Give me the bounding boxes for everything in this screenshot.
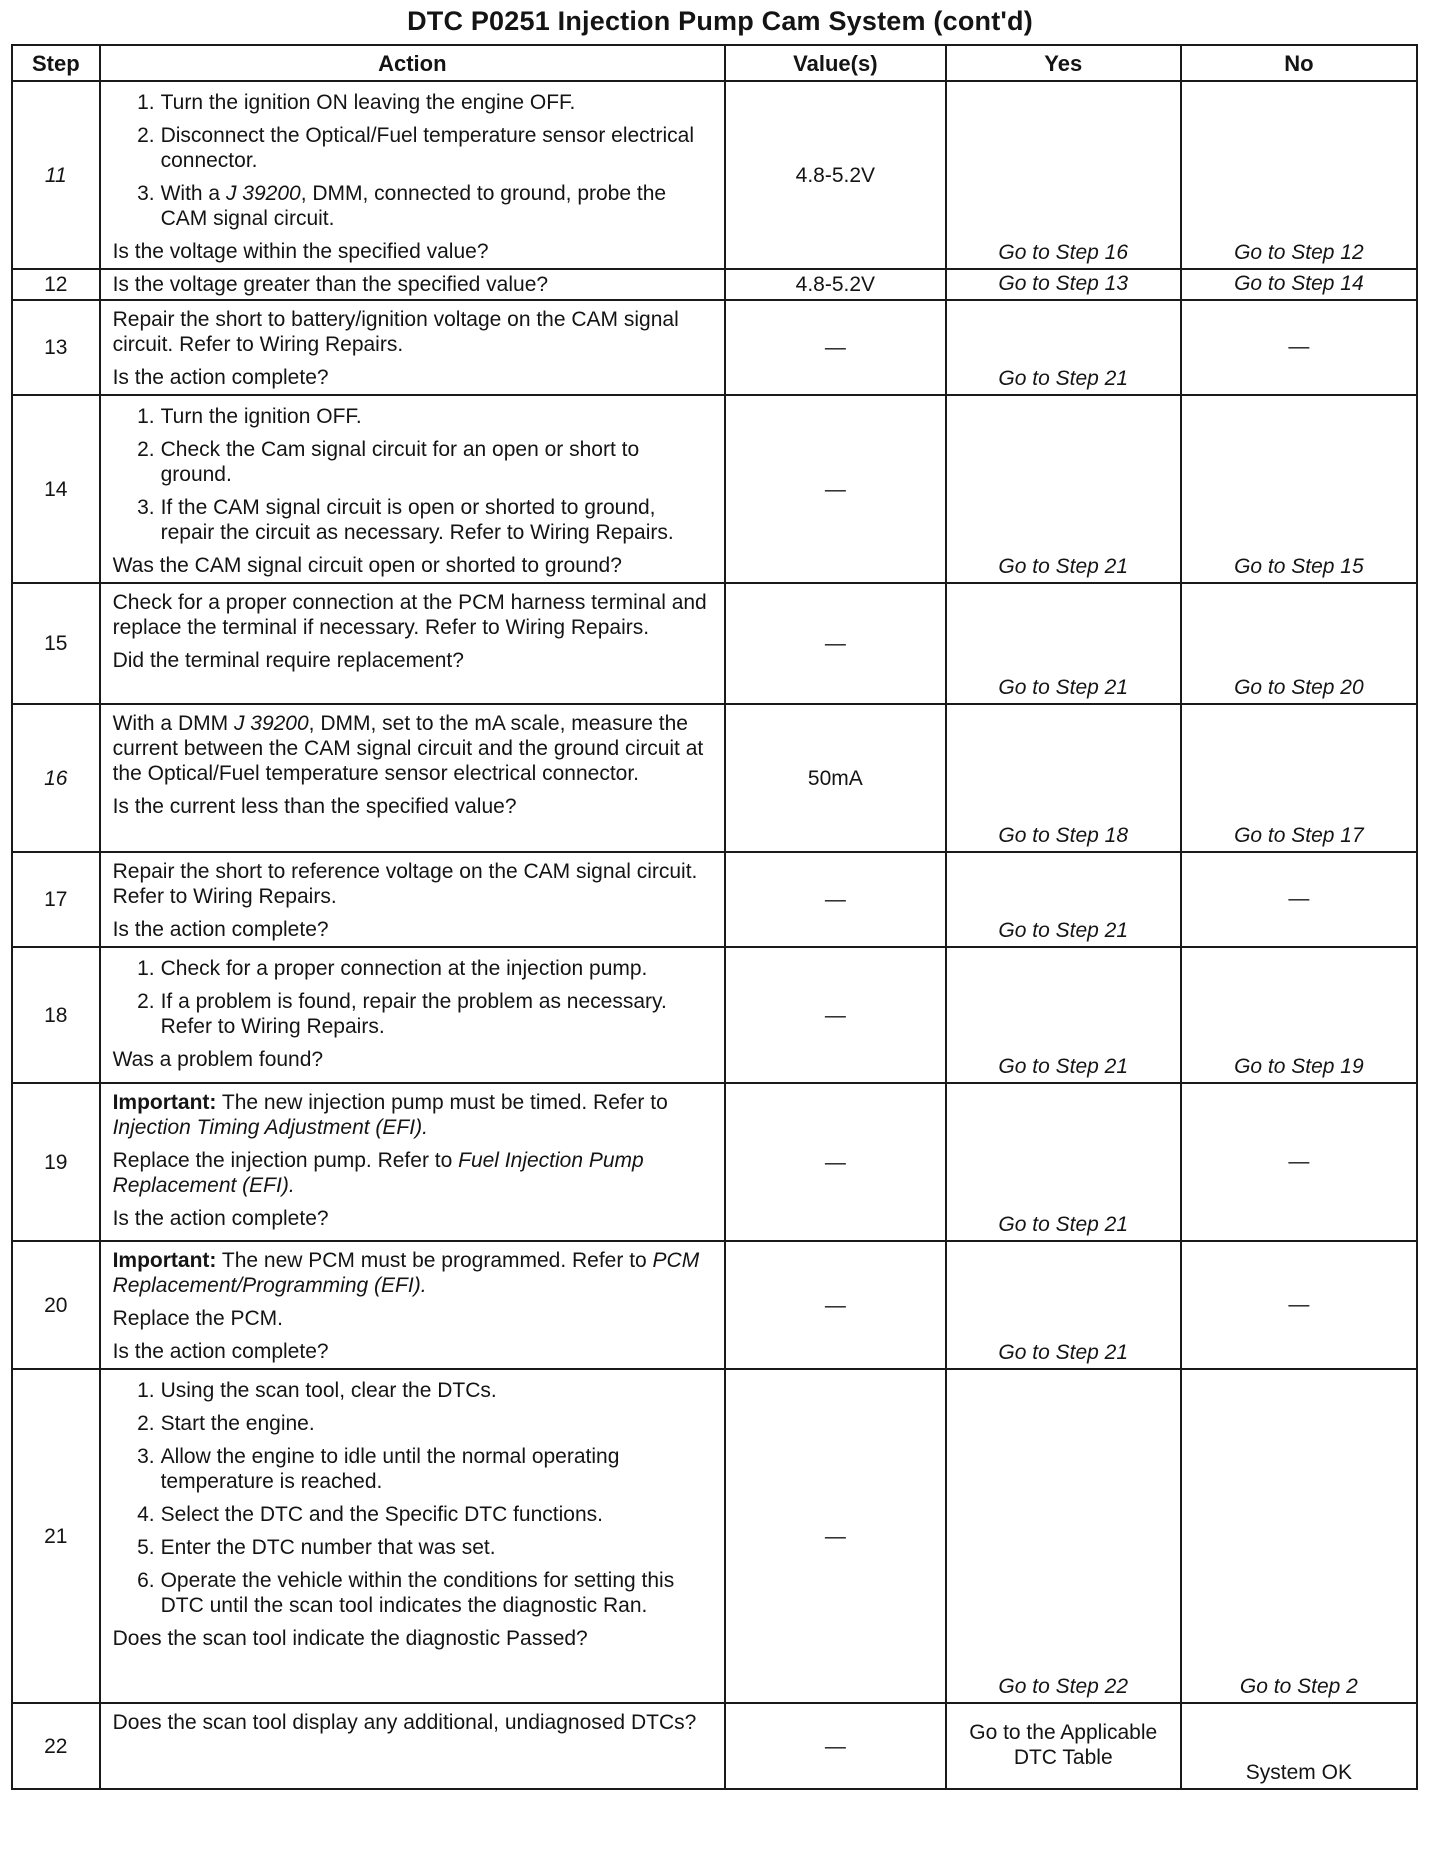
page-title: DTC P0251 Injection Pump Cam System (cont'd) bbox=[407, 6, 1033, 36]
important-note: Important: The new PCM must be programmed. Refer to PCM Replacement/Programming (EFI). bbox=[112, 1249, 700, 1297]
question-text: Does the scan tool display any additional, undiagnosed DTCs? bbox=[112, 1711, 697, 1734]
no-cell: — bbox=[1181, 852, 1417, 947]
value-cell: — bbox=[725, 395, 946, 583]
action-list bbox=[113, 1378, 714, 1618]
no-cell: Go to Step 2 bbox=[1181, 1369, 1417, 1703]
no-cell: Go to Step 17 bbox=[1181, 704, 1417, 852]
no-cell: — bbox=[1181, 300, 1417, 395]
no-cell: — bbox=[1181, 1241, 1417, 1369]
value-cell: 50mA bbox=[725, 704, 946, 852]
header-yes: Yes bbox=[946, 45, 1181, 81]
table-row bbox=[12, 852, 1417, 947]
yes-cell: Go to Step 21 bbox=[946, 947, 1181, 1083]
list-item: 5. Enter the DTC number that was set. bbox=[137, 1536, 496, 1559]
action-text: Replace the injection pump. Refer to Fuel Injection Pump Replacement (EFI). bbox=[112, 1149, 644, 1197]
yes-cell: Go to Step 22 bbox=[946, 1369, 1181, 1703]
value-cell: — bbox=[725, 1241, 946, 1369]
value-cell: — bbox=[725, 1083, 946, 1241]
action-list bbox=[113, 90, 714, 231]
value-cell: — bbox=[725, 852, 946, 947]
question-text: Is the voltage within the specified value? bbox=[112, 240, 489, 263]
no-cell: Go to Step 14 bbox=[1181, 269, 1417, 300]
value-cell: — bbox=[725, 300, 946, 395]
action-cell bbox=[100, 1241, 725, 1369]
action-text: Check for a proper connection at the PCM harness terminal and replace the terminal if necessary. Refer to Wiring Repairs. bbox=[112, 591, 707, 639]
diagnostic-table bbox=[11, 44, 1418, 1790]
table-row bbox=[12, 81, 1417, 269]
step-number: 19 bbox=[12, 1083, 100, 1241]
no-cell: Go to Step 20 bbox=[1181, 583, 1417, 704]
yes-cell: Go to Step 18 bbox=[946, 704, 1181, 852]
no-cell: Go to Step 19 bbox=[1181, 947, 1417, 1083]
action-cell bbox=[100, 1703, 725, 1789]
value-cell: — bbox=[725, 583, 946, 704]
list-item: 2. If a problem is found, repair the problem as necessary. Refer to Wiring Repairs. bbox=[137, 990, 667, 1038]
list-item: 3. If the CAM signal circuit is open or shorted to ground, repair the circuit as necessary. Refer to Wiring Repairs. bbox=[137, 496, 674, 544]
list-item: 1. Using the scan tool, clear the DTCs. bbox=[137, 1379, 497, 1402]
step-number: 20 bbox=[12, 1241, 100, 1369]
question-text: Did the terminal require replacement? bbox=[112, 649, 464, 672]
no-cell: System OK bbox=[1181, 1703, 1417, 1789]
list-item: 2. Check the Cam signal circuit for an open or short to ground. bbox=[137, 438, 640, 486]
list-item: 3. With a J 39200, DMM, connected to ground, probe the CAM signal circuit. bbox=[137, 182, 667, 230]
yes-cell: Go to Step 21 bbox=[946, 1083, 1181, 1241]
action-cell bbox=[100, 852, 725, 947]
table-row bbox=[12, 395, 1417, 583]
step-number: 17 bbox=[12, 852, 100, 947]
yes-cell: Go to Step 21 bbox=[946, 300, 1181, 395]
yes-cell: Go to Step 21 bbox=[946, 395, 1181, 583]
step-number: 15 bbox=[12, 583, 100, 704]
value-cell: 4.8-5.2V bbox=[725, 81, 946, 269]
action-cell bbox=[100, 395, 725, 583]
value-cell: — bbox=[725, 1703, 946, 1789]
step-number: 21 bbox=[12, 1369, 100, 1703]
list-item: 4. Select the DTC and the Specific DTC functions. bbox=[137, 1503, 603, 1526]
table-row bbox=[12, 947, 1417, 1083]
yes-cell: Go to Step 16 bbox=[946, 81, 1181, 269]
table-row bbox=[12, 1369, 1417, 1703]
table-row bbox=[12, 269, 1417, 300]
yes-cell: Go to the Applicable DTC Table bbox=[946, 1703, 1181, 1789]
yes-cell: Go to Step 21 bbox=[946, 583, 1181, 704]
list-item: 1. Turn the ignition OFF. bbox=[137, 405, 362, 428]
list-item: 3. Allow the engine to idle until the normal operating temperature is reached. bbox=[137, 1445, 620, 1493]
question-text: Is the current less than the specified value? bbox=[112, 795, 517, 818]
action-cell bbox=[100, 1369, 725, 1703]
yes-cell: Go to Step 21 bbox=[946, 1241, 1181, 1369]
table-row bbox=[12, 1083, 1417, 1241]
step-number: 13 bbox=[12, 300, 100, 395]
list-item: 6. Operate the vehicle within the conditions for setting this DTC until the scan tool indicates the diagnostic Ran. bbox=[137, 1569, 675, 1617]
action-cell bbox=[100, 947, 725, 1083]
action-cell bbox=[100, 300, 725, 395]
action-list bbox=[113, 956, 714, 1039]
table-row bbox=[12, 300, 1417, 395]
table-row bbox=[12, 1241, 1417, 1369]
table-row bbox=[12, 1703, 1417, 1789]
question-text: Is the action complete? bbox=[112, 1207, 329, 1230]
action-cell bbox=[100, 1083, 725, 1241]
yes-cell: Go to Step 13 bbox=[946, 269, 1181, 300]
action-cell bbox=[100, 81, 725, 269]
step-number: 14 bbox=[12, 395, 100, 583]
table-row bbox=[12, 704, 1417, 852]
question-text: Is the voltage greater than the specified value? bbox=[100, 269, 725, 300]
no-cell: — bbox=[1181, 1083, 1417, 1241]
list-item: 1. Turn the ignition ON leaving the engine OFF. bbox=[137, 91, 576, 114]
action-text: Repair the short to battery/ignition voltage on the CAM signal circuit. Refer to Wiring Repairs. bbox=[112, 308, 679, 356]
no-cell: Go to Step 12 bbox=[1181, 81, 1417, 269]
value-cell: 4.8-5.2V bbox=[725, 269, 946, 300]
question-text: Is the action complete? bbox=[112, 1340, 329, 1363]
action-cell bbox=[100, 704, 725, 852]
header-no: No bbox=[1181, 45, 1417, 81]
list-item: 1. Check for a proper connection at the injection pump. bbox=[137, 957, 648, 980]
header-action: Action bbox=[100, 45, 725, 81]
no-cell: Go to Step 15 bbox=[1181, 395, 1417, 583]
question-text: Was the CAM signal circuit open or shorted to ground? bbox=[112, 554, 622, 577]
action-cell bbox=[100, 583, 725, 704]
question-text: Is the action complete? bbox=[112, 918, 329, 941]
question-text: Does the scan tool indicate the diagnostic Passed? bbox=[112, 1627, 588, 1650]
yes-cell: Go to Step 21 bbox=[946, 852, 1181, 947]
list-item: 2. Start the engine. bbox=[137, 1412, 315, 1435]
step-number: 18 bbox=[12, 947, 100, 1083]
important-note: Important: The new injection pump must be timed. Refer to Injection Timing Adjustment (EFI). bbox=[112, 1091, 668, 1139]
step-number: 12 bbox=[12, 269, 100, 300]
action-text: Replace the PCM. bbox=[112, 1307, 284, 1330]
question-text: Was a problem found? bbox=[112, 1048, 324, 1071]
value-cell: — bbox=[725, 947, 946, 1083]
table-row bbox=[12, 583, 1417, 704]
action-text: With a DMM J 39200, DMM, set to the mA scale, measure the current between the CAM signal circuit and the ground circuit at the Optical/Fuel temperature sensor electrical connector. bbox=[112, 712, 704, 785]
header-step: Step bbox=[12, 45, 100, 81]
question-text: Is the action complete? bbox=[112, 366, 329, 389]
table-header-row bbox=[12, 45, 1417, 81]
value-cell: — bbox=[725, 1369, 946, 1703]
list-item: 2. Disconnect the Optical/Fuel temperature sensor electrical connector. bbox=[137, 124, 695, 172]
step-number: 11 bbox=[12, 81, 100, 269]
header-values: Value(s) bbox=[725, 45, 946, 81]
action-list bbox=[113, 404, 714, 545]
step-number: 22 bbox=[12, 1703, 100, 1789]
action-text: Repair the short to reference voltage on the CAM signal circuit. Refer to Wiring Repairs. bbox=[112, 860, 698, 908]
step-number: 16 bbox=[12, 704, 100, 852]
